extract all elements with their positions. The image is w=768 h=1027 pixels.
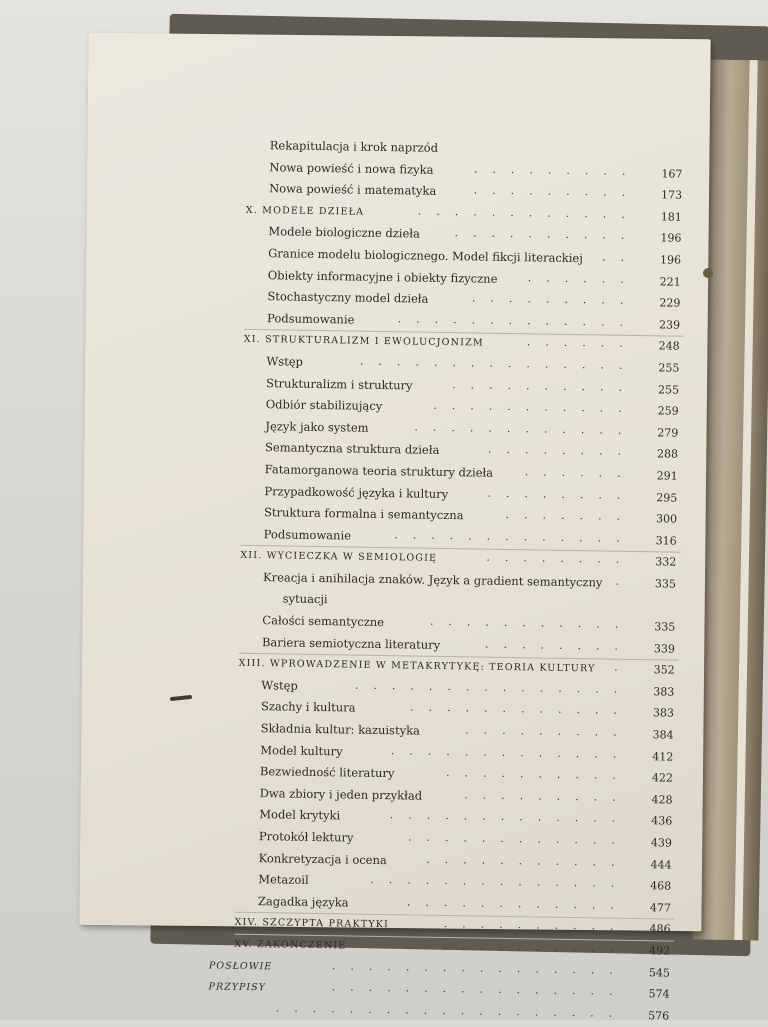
- chapter-title: XV. ZAKOŃCZENIE: [234, 938, 347, 952]
- subsection-title: Kreacja i anihilacja znaków. Język a gradient semantyczny: [262, 570, 603, 590]
- chapter-title: XIII. WPROWADZENIE W METAKRYTYKĘ: TEORIA KULTURY: [238, 658, 596, 675]
- page-number: 384: [652, 728, 674, 742]
- leader-dots: .............: [389, 808, 631, 826]
- page-number: 439: [650, 836, 673, 850]
- subsection-title: Modele biologiczne dzieła: [268, 224, 421, 241]
- leader-dots: .......: [505, 508, 636, 524]
- page-number: 295: [656, 490, 678, 505]
- page-number: 196: [659, 253, 682, 267]
- subsection-title: Podsumowanie: [263, 526, 352, 543]
- leader-dots: ...............: [359, 354, 638, 372]
- leader-dots: ........: [486, 550, 635, 567]
- leader-dots: ........: [487, 442, 637, 459]
- leader-dots: ..............: [370, 873, 630, 891]
- page-number: 428: [651, 793, 673, 807]
- subsection-title: Składnia kultur: kazuistyka: [260, 721, 421, 738]
- page-number: 300: [655, 512, 678, 526]
- subsection-title: Metazoil: [258, 872, 309, 888]
- page-number: 335: [654, 620, 676, 634]
- page-number: 492: [649, 944, 671, 958]
- subsection-title: Język jako system: [265, 418, 369, 435]
- leader-dots: .........: [465, 723, 632, 739]
- subsection-title: Wstęp: [266, 354, 304, 369]
- leader-dots: ..........: [452, 377, 638, 394]
- subsection-title: Model kultury: [260, 742, 343, 759]
- leader-dots: ..........: [445, 766, 632, 783]
- page-number: 332: [655, 555, 677, 569]
- leader-dots: ...............: [354, 678, 633, 696]
- leader-dots: ......: [526, 335, 638, 351]
- page-number: 248: [658, 339, 680, 354]
- page-number: 181: [660, 210, 682, 224]
- subsection-title: Granice modelu biologicznego. Model fikcji literackiej: [268, 246, 583, 266]
- leader-dots: .........: [471, 291, 639, 308]
- leader-dots: ...........: [433, 398, 637, 416]
- leader-dots: ........: [484, 637, 634, 653]
- leader-dots: ..: [602, 250, 640, 264]
- leader-dots: .: [614, 660, 633, 675]
- chapter-title: XII. WYCIECZKA W SEMIOLOGIĘ: [240, 550, 438, 565]
- page-number: 477: [649, 901, 671, 915]
- leader-dots: ................: [331, 958, 629, 977]
- subsection-title: Nowa powieść i matematyka: [269, 181, 437, 199]
- leader-dots: .: [615, 574, 635, 588]
- subsection-title: Wstęp: [261, 677, 298, 693]
- chapter-title: XI. STRUKTURALIZM I EWOLUCJONIZM: [243, 334, 484, 349]
- subsection-title: Zagadka języka: [257, 893, 349, 910]
- page-number: 576: [648, 1008, 670, 1023]
- subsection-title: Fatamorganowa teoria struktury dzieła: [264, 462, 494, 480]
- leader-dots: ...................: [275, 1001, 628, 1020]
- leader-dots: ...........: [426, 852, 630, 869]
- leader-dots: .............: [397, 311, 639, 329]
- page-number: 468: [650, 879, 672, 893]
- page-number: 167: [661, 166, 683, 181]
- subsection-title: Obiekty informacyjne i obiekty fizyczne: [267, 267, 498, 286]
- leader-dots: ..........: [443, 917, 629, 934]
- leader-dots: .............: [394, 527, 635, 545]
- leader-dots: ............: [406, 895, 630, 912]
- subsection-title: Podsumowanie: [267, 310, 355, 327]
- subsection-title: sytuacji: [282, 591, 328, 607]
- leader-dots: ................: [331, 980, 628, 999]
- leader-dots: ............: [406, 938, 629, 955]
- chapter-title: XIV. SZCZYPTA PRAKTYKI: [234, 917, 390, 931]
- section-title: PRZYPISY: [208, 981, 267, 994]
- page-number: 221: [659, 274, 681, 289]
- page-number: 279: [657, 426, 679, 440]
- page-number: 412: [652, 749, 674, 764]
- leader-dots: ......: [527, 270, 639, 286]
- subsection-title: Semantyczna struktura dzieła: [264, 440, 440, 458]
- subsection-title: Stochastyczny model dzieła: [267, 289, 429, 306]
- section-title: POSŁOWIE: [208, 959, 273, 972]
- leader-dots: ............: [409, 700, 633, 718]
- page-number: 383: [653, 685, 675, 699]
- page-number: 173: [660, 188, 683, 202]
- subsection-title: Przypadkowość języka i kultury: [264, 483, 449, 501]
- subsection-title: Dwa zbiory i jeden przykład: [259, 785, 423, 803]
- leader-dots: ............: [414, 420, 637, 437]
- page-number: 288: [656, 447, 679, 461]
- page-number: 574: [648, 987, 670, 1001]
- subsection-title: Nowa powieść i nowa fizyka: [269, 159, 434, 177]
- page-number: 229: [659, 296, 681, 310]
- page-number: 316: [655, 533, 677, 548]
- page-number: 335: [654, 577, 677, 591]
- toc-entry: [116, 997, 669, 1027]
- page-number: 545: [648, 965, 670, 980]
- page-number: 339: [653, 641, 676, 656]
- leader-dots: ......: [524, 465, 636, 480]
- subsection-title: Odbiór stabilizujący: [265, 397, 383, 414]
- page-number: 352: [653, 663, 675, 677]
- page-number: 196: [660, 231, 682, 246]
- page-number: 255: [658, 361, 680, 375]
- page-number: 255: [657, 382, 680, 397]
- subsection-title: Całości semantyczne: [262, 613, 385, 630]
- page-number: 436: [651, 814, 673, 829]
- subsection-title: Bariera semiotyczna literatury: [261, 634, 441, 652]
- subsection-title: Protokół lektury: [258, 829, 354, 845]
- subsection-title: Rekapitulacja i krok naprzód: [269, 138, 439, 155]
- subsection-title: Struktura formalna i semantyczna: [263, 505, 464, 523]
- subsection-title: Model krytyki: [259, 807, 341, 823]
- leader-dots: ........: [487, 486, 636, 502]
- page-number: 383: [652, 706, 675, 721]
- leader-dots: ............: [407, 830, 631, 847]
- subsection-title: Szachy i kultura: [260, 699, 356, 716]
- leader-dots: .............: [390, 743, 632, 761]
- page-number: 291: [656, 469, 678, 483]
- stain-mark: [703, 268, 713, 278]
- leader-dots: .........: [464, 788, 631, 804]
- leader-dots: ............: [417, 204, 640, 221]
- subsection-title: Konkretyzacja i ocena: [258, 850, 387, 867]
- table-of-contents: [116, 133, 683, 1027]
- leader-dots: .........: [473, 183, 641, 200]
- leader-dots: ..........: [454, 226, 640, 243]
- page-number: 444: [650, 857, 672, 872]
- page-number: 259: [657, 404, 679, 418]
- page-number: 486: [649, 922, 671, 936]
- leader-dots: ...........: [429, 614, 634, 632]
- leader-dots: .........: [473, 162, 641, 178]
- page-number: 422: [651, 771, 674, 785]
- page-number: 239: [658, 318, 681, 332]
- chapter-title: X. MODELE DZIEŁA: [245, 204, 365, 218]
- subsection-title: Strukturalizm i struktury: [265, 375, 413, 392]
- subsection-title: Bezwiedność literatury: [259, 764, 395, 781]
